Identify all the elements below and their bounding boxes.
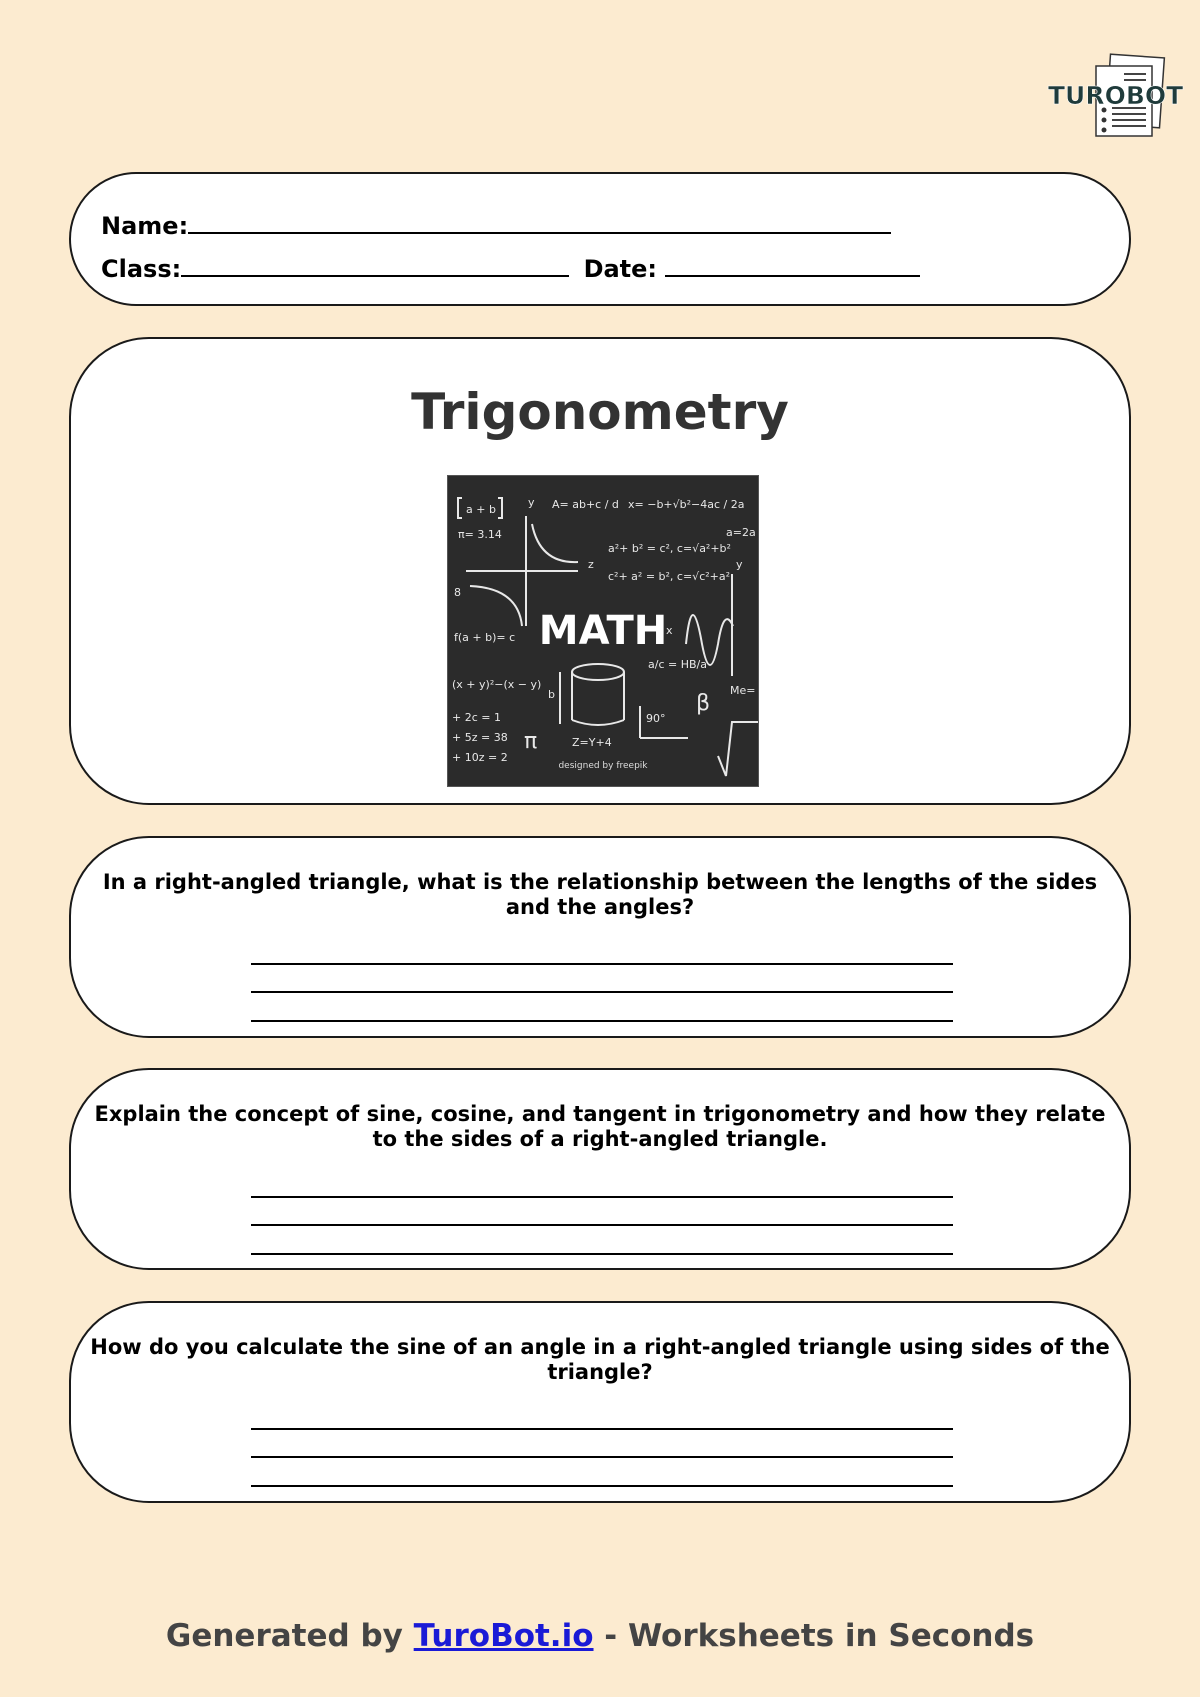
answer-line-3a[interactable] — [251, 1428, 953, 1430]
date-input-line[interactable] — [665, 255, 920, 277]
footer-suffix: - Worksheets in Seconds — [593, 1618, 1035, 1654]
question-card-2 — [69, 1068, 1131, 1270]
footer-prefix: Generated by — [165, 1618, 414, 1654]
answer-line-3c[interactable] — [251, 1485, 953, 1487]
class-date-row — [101, 255, 920, 283]
svg-text:z: z — [588, 558, 594, 571]
svg-text:a=2a: a=2a — [726, 526, 756, 539]
answer-line-1a[interactable] — [251, 963, 953, 965]
student-info-card — [69, 172, 1131, 306]
footer — [0, 1618, 1200, 1654]
name-label: Name: — [101, 212, 189, 240]
svg-text:b: b — [548, 688, 555, 701]
svg-text:(x + y)²−(x − y): (x + y)²−(x − y) — [452, 678, 542, 691]
date-label: Date: — [583, 255, 658, 283]
question-card-3 — [69, 1301, 1131, 1503]
svg-text:8: 8 — [454, 586, 461, 599]
turobot-logo — [1046, 52, 1184, 140]
svg-text:x= −b+√b²−4ac / 2a: x= −b+√b²−4ac / 2a — [628, 498, 745, 511]
answer-line-1b[interactable] — [251, 991, 953, 993]
question-text-1: In a right-angled triangle, what is the relationship between the lengths of the sides and the angles? — [102, 870, 1098, 919]
svg-text:π= 3.14: π= 3.14 — [458, 528, 502, 541]
svg-text:+ 2c = 1: + 2c = 1 — [452, 711, 501, 724]
math-image-caption: MATH — [538, 608, 668, 654]
answer-line-3b[interactable] — [251, 1456, 953, 1458]
math-chalkboard-image — [447, 475, 759, 787]
title-card — [69, 337, 1131, 805]
svg-text:Z=Y+4: Z=Y+4 — [572, 736, 612, 749]
svg-text:π: π — [524, 729, 538, 754]
svg-text:c²+ a² = b², c=√c²+a²: c²+ a² = b², c=√c²+a² — [608, 570, 731, 583]
svg-text:β: β — [696, 691, 711, 716]
answer-line-2c[interactable] — [251, 1253, 953, 1255]
svg-text:a²+ b² = c², c=√a²+b²: a²+ b² = c², c=√a²+b² — [608, 542, 731, 555]
answer-line-1c[interactable] — [251, 1020, 953, 1022]
svg-text:Me=: Me= — [730, 684, 756, 697]
answer-line-2b[interactable] — [251, 1224, 953, 1226]
svg-text:y: y — [528, 496, 535, 509]
svg-text:a + b: a + b — [466, 503, 496, 516]
svg-text:x: x — [666, 624, 673, 637]
worksheet-title: Trigonometry — [411, 383, 789, 441]
svg-text:90°: 90° — [646, 712, 666, 725]
question-text-2: Explain the concept of sine, cosine, and tangent in trigonometry and how they relate to the sides of a right-angled triangle. — [94, 1102, 1106, 1151]
question-card-1 — [69, 836, 1131, 1038]
answer-line-2a[interactable] — [251, 1196, 953, 1198]
svg-text:f(a + b)= c: f(a + b)= c — [454, 631, 516, 644]
turobot-link[interactable]: TuroBot.io — [413, 1618, 594, 1654]
name-row — [101, 212, 891, 240]
name-input-line[interactable] — [188, 212, 891, 234]
class-label: Class: — [101, 255, 182, 283]
svg-text:y: y — [736, 558, 743, 571]
logo-text: TUROBOT — [1048, 81, 1184, 110]
svg-text:a/c = HB/a: a/c = HB/a — [648, 658, 707, 671]
image-credit: designed by freepik — [558, 761, 648, 771]
class-input-line[interactable] — [181, 255, 569, 277]
svg-text:+ 10z = 2: + 10z = 2 — [452, 751, 508, 764]
svg-text:+ 5z = 38: + 5z = 38 — [452, 731, 508, 744]
question-text-3: How do you calculate the sine of an angle in a right-angled triangle using sides of the triangle? — [90, 1335, 1110, 1384]
svg-text:A= ab+c / d: A= ab+c / d — [552, 498, 619, 511]
